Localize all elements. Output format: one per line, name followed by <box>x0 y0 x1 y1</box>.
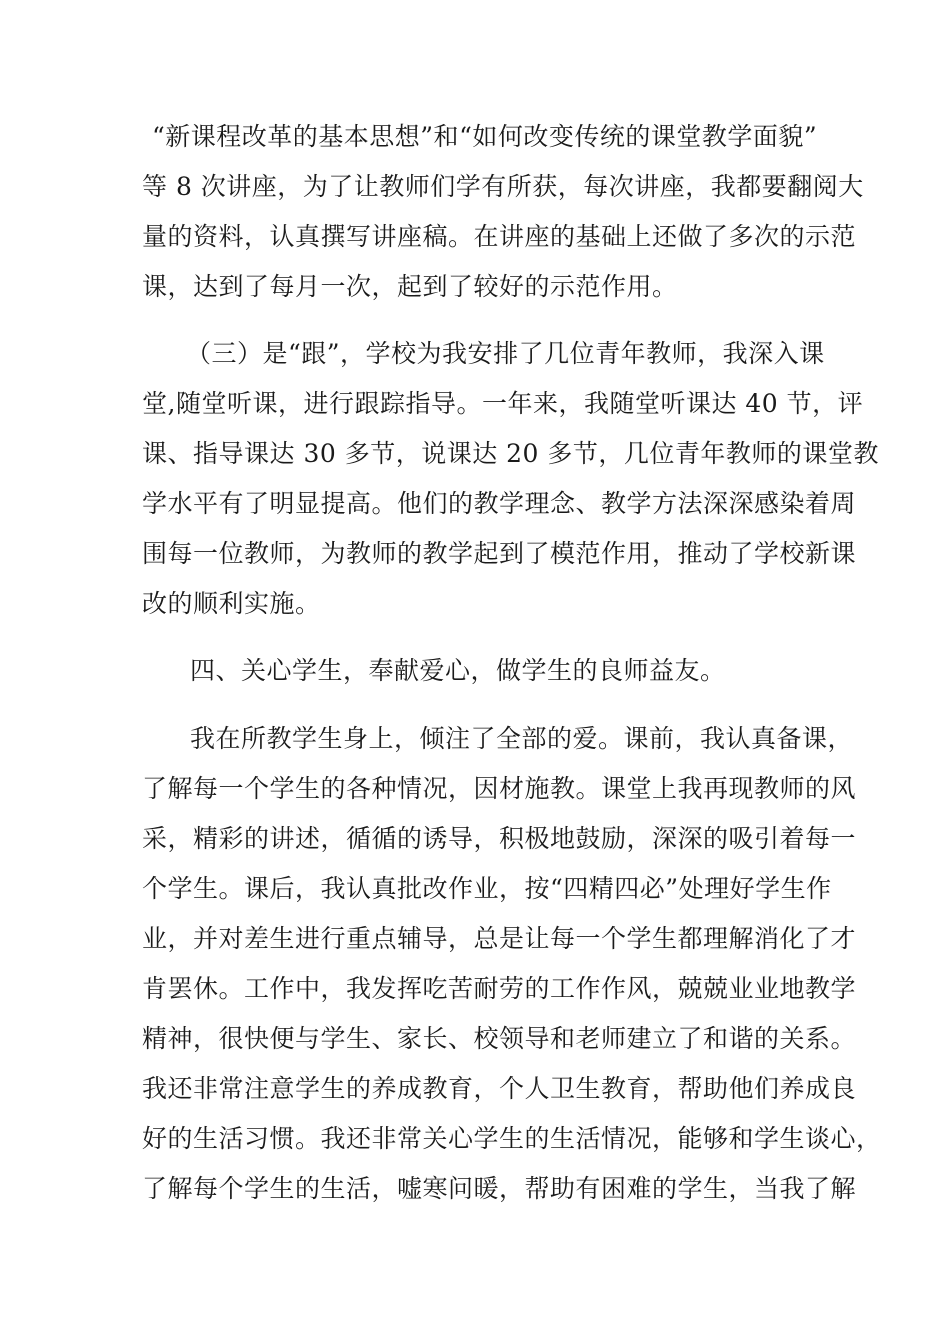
text-line: 学水平有了明显提高。他们的教学理念、教学方法深深感染着周 <box>142 489 857 518</box>
text-line: 等 8 次讲座，为了让教师们学有所获，每次讲座，我都要翻阅大 <box>142 172 864 201</box>
text-line: 我在所教学生身上，倾注了全部的爱。课前，我认真备课， <box>190 724 854 753</box>
text-line: 围每一位教师，为教师的教学起到了模范作用，推动了学校新课 <box>142 539 857 568</box>
text-line: 课，达到了每月一次，起到了较好的示范作用。 <box>142 272 678 301</box>
text-line: 堂,随堂听课，进行跟踪指导。一年来，我随堂听课达 40 节，评 <box>142 389 864 418</box>
text-line: 量的资料，认真撰写讲座稿。在讲座的基础上还做了多次的示范 <box>142 222 857 251</box>
text-line: 采，精彩的讲述，循循的诱导，积极地鼓励，深深的吸引着每一 <box>142 824 857 853</box>
text-line: 业，并对差生进行重点辅导，总是让每一个学生都理解消化了才 <box>142 924 857 953</box>
text-line: （三）是“跟”，学校为我安排了几位青年教师，我深入课 <box>186 339 825 368</box>
text-line: 肯罢休。工作中，我发挥吃苦耐劳的工作作风，兢兢业业地教学 <box>142 974 857 1003</box>
text-line: 精神，很快便与学生、家长、校领导和老师建立了和谐的关系。 <box>142 1024 857 1053</box>
text-line: “新课程改革的基本思想”和“如何改变传统的课堂教学面貌” <box>152 122 818 151</box>
text-line: 了解每个学生的生活，嘘寒问暖，帮助有困难的学生，当我了解 <box>142 1174 857 1203</box>
text-line: 课、指导课达 30 多节，说课达 20 多节，几位青年教师的课堂教 <box>142 439 879 468</box>
text-line: 个学生。课后，我认真批改作业，按“四精四必”处理好学生作 <box>142 874 832 903</box>
text-line: 四、关心学生，奉献爱心，做学生的良师益友。 <box>190 656 726 685</box>
text-line: 我还非常注意学生的养成教育，个人卫生教育，帮助他们养成良 <box>142 1074 857 1103</box>
text-line: 了解每一个学生的各种情况，因材施教。课堂上我再现教师的风 <box>142 774 857 803</box>
text-line: 改的顺利实施。 <box>142 589 321 618</box>
text-line: 好的生活习惯。我还非常关心学生的生活情况，能够和学生谈心， <box>142 1124 882 1153</box>
